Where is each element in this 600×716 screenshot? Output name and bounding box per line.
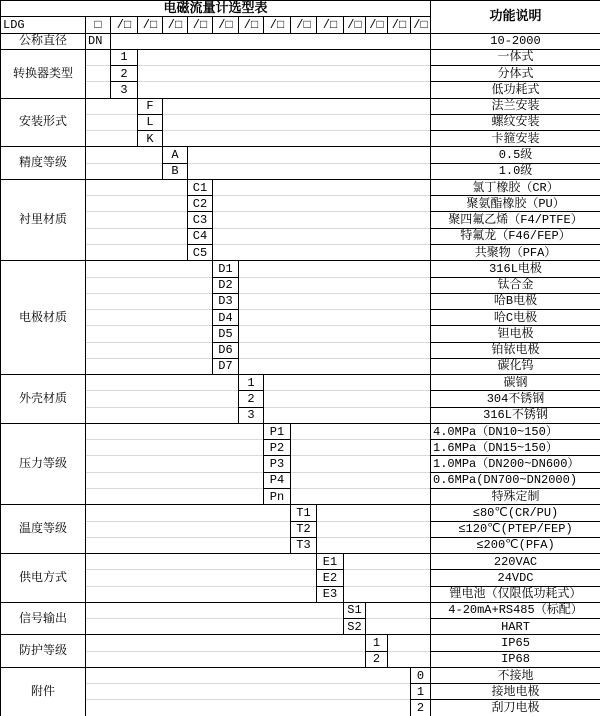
model-slot-box: /□ — [138, 17, 163, 33]
section-label: 附件 — [1, 667, 86, 716]
spacer-cell — [86, 619, 344, 635]
code-cell: B — [163, 163, 188, 179]
spacer-cell — [163, 131, 431, 147]
description-cell: 法兰安装 — [431, 98, 600, 114]
description-cell: 钽电极 — [431, 326, 600, 342]
spacer-cell — [239, 293, 431, 309]
model-slot-box: /□ — [344, 17, 366, 33]
spacer-cell — [86, 310, 213, 326]
code-cell: E1 — [317, 554, 344, 570]
description-cell: 螺纹安装 — [431, 114, 600, 130]
description-cell: 1.0级 — [431, 163, 600, 179]
code-cell: 1 — [239, 375, 264, 391]
code-cell: K — [138, 131, 163, 147]
spacer-cell — [86, 537, 291, 553]
section-label: 转换器类型 — [1, 49, 86, 98]
spacer-cell — [239, 358, 431, 374]
code-cell: 3 — [111, 82, 138, 98]
code-cell: Pn — [264, 488, 291, 504]
code-cell: D1 — [213, 261, 239, 277]
spacer-cell — [138, 66, 431, 82]
description-cell: 特殊定制 — [431, 488, 600, 504]
spacer-cell — [86, 423, 264, 439]
spacer-cell — [291, 488, 431, 504]
section-row — [1, 310, 600, 326]
spacer-cell — [86, 667, 411, 683]
spacer-cell — [86, 179, 188, 195]
section-row — [1, 228, 600, 244]
spacer-cell — [86, 244, 188, 260]
description-cell: 碳化钨 — [431, 358, 600, 374]
spacer-cell — [86, 700, 411, 716]
code-cell: F — [138, 98, 163, 114]
spacer-cell — [163, 98, 431, 114]
spacer-cell — [86, 66, 111, 82]
section-row — [1, 131, 600, 147]
model-slot-box: /□ — [411, 17, 431, 33]
model-prefix-cell: LDG — [1, 17, 86, 33]
section-row — [1, 82, 600, 98]
section-row — [1, 326, 600, 342]
code-cell: S2 — [344, 619, 366, 635]
spacer-cell — [86, 196, 188, 212]
code-cell: C2 — [188, 196, 213, 212]
section-row — [1, 66, 600, 82]
spacer-cell — [86, 358, 213, 374]
spacer-cell — [188, 163, 431, 179]
description-cell: 接地电极 — [431, 684, 600, 700]
spacer-cell — [86, 505, 291, 521]
description-cell: 4.0MPa（DN10~150） — [431, 423, 600, 439]
spacer-cell — [344, 586, 431, 602]
spacer-cell — [86, 147, 163, 163]
description-cell: 4-20mA+RS485（标配） — [431, 602, 600, 618]
spacer-cell — [239, 326, 431, 342]
spacer-cell — [86, 49, 111, 65]
section-row — [1, 163, 600, 179]
spacer-cell — [388, 635, 431, 651]
spacer-cell — [86, 391, 239, 407]
description-cell: 0.6MPa(DN700~DN2000) — [431, 472, 600, 488]
section-row — [1, 440, 600, 456]
spacer-cell — [86, 684, 411, 700]
code-cell: 1 — [111, 49, 138, 65]
section-label: 信号输出 — [1, 602, 86, 635]
description-cell: 10-2000 — [431, 33, 600, 49]
description-cell: 氯丁橡胶（CR） — [431, 179, 600, 195]
description-cell: IP68 — [431, 651, 600, 667]
model-slot-box: /□ — [163, 17, 188, 33]
section-row — [1, 114, 600, 130]
description-cell: ≤120℃(PTEP/FEP) — [431, 521, 600, 537]
section-row — [1, 602, 600, 618]
spacer-cell — [239, 277, 431, 293]
spacer-cell — [86, 131, 138, 147]
code-cell: C1 — [188, 179, 213, 195]
spacer-cell — [86, 342, 213, 358]
section-row — [1, 293, 600, 309]
section-row — [1, 179, 600, 195]
section-row — [1, 667, 600, 683]
description-cell: 220VAC — [431, 554, 600, 570]
spacer-cell — [86, 261, 213, 277]
section-row — [1, 619, 600, 635]
spacer-cell — [86, 472, 264, 488]
spacer-cell — [264, 391, 431, 407]
section-row — [1, 635, 600, 651]
model-slot-box: /□ — [264, 17, 291, 33]
code-cell: T3 — [291, 537, 317, 553]
spacer-cell — [291, 440, 431, 456]
code-cell: L — [138, 114, 163, 130]
spacer-cell — [213, 196, 431, 212]
description-cell: 聚氨酯橡胶（PU） — [431, 196, 600, 212]
code-cell: C3 — [188, 212, 213, 228]
spacer-cell — [86, 554, 317, 570]
code-cell: D5 — [213, 326, 239, 342]
spacer-cell — [86, 651, 366, 667]
spacer-cell — [86, 82, 111, 98]
description-cell: 锂电池（仅限低功耗式） — [431, 586, 600, 602]
spacer-cell — [86, 586, 317, 602]
model-slot-box: /□ — [366, 17, 388, 33]
section-row — [1, 375, 600, 391]
spacer-cell — [111, 33, 431, 49]
code-cell: 1 — [411, 684, 431, 700]
model-slot-box: /□ — [188, 17, 213, 33]
section-row — [1, 358, 600, 374]
section-row — [1, 700, 600, 716]
section-row — [1, 196, 600, 212]
spacer-cell — [86, 440, 264, 456]
spacer-cell — [86, 277, 213, 293]
code-cell: P2 — [264, 440, 291, 456]
spacer-cell — [86, 570, 317, 586]
code-cell: P4 — [264, 472, 291, 488]
code-cell: D3 — [213, 293, 239, 309]
section-row — [1, 244, 600, 260]
model-slot-box: /□ — [291, 17, 317, 33]
section-row — [1, 570, 600, 586]
description-cell: 聚四氟乙烯（F4/PTFE） — [431, 212, 600, 228]
section-label: 温度等级 — [1, 505, 86, 554]
section-row — [1, 554, 600, 570]
section-row — [1, 505, 600, 521]
spacer-cell — [291, 472, 431, 488]
description-cell: 低功耗式 — [431, 82, 600, 98]
code-cell: 2 — [411, 700, 431, 716]
code-cell: DN — [86, 33, 111, 49]
code-cell: D2 — [213, 277, 239, 293]
section-row — [1, 33, 600, 49]
spacer-cell — [317, 537, 431, 553]
spacer-cell — [86, 602, 344, 618]
spacer-cell — [86, 293, 213, 309]
spacer-cell — [213, 212, 431, 228]
model-slot-box: □ — [86, 17, 111, 33]
code-cell: P1 — [264, 423, 291, 439]
spacer-cell — [86, 521, 291, 537]
spacer-cell — [239, 261, 431, 277]
description-cell: 0.5级 — [431, 147, 600, 163]
spacer-cell — [388, 651, 431, 667]
spacer-cell — [86, 407, 239, 423]
section-label: 公称直径 — [1, 33, 86, 49]
code-cell: T1 — [291, 505, 317, 521]
description-cell: ≤80℃(CR/PU) — [431, 505, 600, 521]
section-label: 防护等级 — [1, 635, 86, 668]
spacer-cell — [264, 407, 431, 423]
spacer-cell — [366, 619, 431, 635]
section-row — [1, 261, 600, 277]
section-row — [1, 651, 600, 667]
code-cell: 2 — [239, 391, 264, 407]
title-row — [1, 1, 600, 17]
spacer-cell — [138, 82, 431, 98]
section-row — [1, 684, 600, 700]
section-row — [1, 456, 600, 472]
section-row — [1, 49, 600, 65]
spacer-cell — [163, 114, 431, 130]
model-slot-box: /□ — [388, 17, 411, 33]
spacer-cell — [239, 342, 431, 358]
table-title: 电磁流量计选型表 — [1, 1, 431, 17]
spacer-cell — [86, 456, 264, 472]
spacer-cell — [291, 423, 431, 439]
code-cell: 2 — [366, 651, 388, 667]
section-label: 精度等级 — [1, 147, 86, 180]
section-label: 衬里材质 — [1, 179, 86, 260]
section-label: 电极材质 — [1, 261, 86, 375]
description-cell: 铂铱电极 — [431, 342, 600, 358]
section-row — [1, 147, 600, 163]
code-cell: 1 — [366, 635, 388, 651]
section-row — [1, 488, 600, 504]
code-cell: D6 — [213, 342, 239, 358]
spacer-cell — [86, 98, 138, 114]
section-row — [1, 537, 600, 553]
spacer-cell — [86, 326, 213, 342]
spacer-cell — [86, 163, 163, 179]
description-cell: HART — [431, 619, 600, 635]
spacer-cell — [291, 456, 431, 472]
spacer-cell — [317, 505, 431, 521]
code-cell: P3 — [264, 456, 291, 472]
section-row — [1, 423, 600, 439]
description-cell: 1.0MPa（DN200~DN600） — [431, 456, 600, 472]
spacer-cell — [138, 49, 431, 65]
spacer-cell — [366, 602, 431, 618]
spacer-cell — [213, 244, 431, 260]
section-row — [1, 98, 600, 114]
description-cell: 哈B电极 — [431, 293, 600, 309]
code-cell: 0 — [411, 667, 431, 683]
description-cell: 分体式 — [431, 66, 600, 82]
description-cell: 钛合金 — [431, 277, 600, 293]
code-cell: C5 — [188, 244, 213, 260]
spacer-cell — [344, 570, 431, 586]
code-cell: D4 — [213, 310, 239, 326]
model-slot-box: /□ — [213, 17, 239, 33]
section-label: 压力等级 — [1, 423, 86, 504]
section-label: 外壳材质 — [1, 375, 86, 424]
spacer-cell — [86, 635, 366, 651]
section-row — [1, 586, 600, 602]
spacer-cell — [86, 228, 188, 244]
model-slot-box: /□ — [111, 17, 138, 33]
code-cell: S1 — [344, 602, 366, 618]
spacer-cell — [344, 554, 431, 570]
description-cell: 刮刀电极 — [431, 700, 600, 716]
spacer-cell — [317, 521, 431, 537]
description-cell: 304不锈钢 — [431, 391, 600, 407]
description-cell: 碳钢 — [431, 375, 600, 391]
section-row — [1, 212, 600, 228]
description-cell: 共聚物（PFA） — [431, 244, 600, 260]
code-cell: E3 — [317, 586, 344, 602]
code-cell: 3 — [239, 407, 264, 423]
spacer-cell — [86, 114, 138, 130]
description-cell: 哈C电极 — [431, 310, 600, 326]
spacer-cell — [86, 212, 188, 228]
description-cell: 不接地 — [431, 667, 600, 683]
spacer-cell — [264, 375, 431, 391]
code-cell: D7 — [213, 358, 239, 374]
code-cell: 2 — [111, 66, 138, 82]
spacer-cell — [86, 375, 239, 391]
code-cell: E2 — [317, 570, 344, 586]
code-cell: A — [163, 147, 188, 163]
spacer-cell — [213, 179, 431, 195]
model-slot-box: /□ — [239, 17, 264, 33]
section-row — [1, 472, 600, 488]
section-row — [1, 407, 600, 423]
spacer-cell — [239, 310, 431, 326]
description-cell: 316L电极 — [431, 261, 600, 277]
spacer-cell — [188, 147, 431, 163]
description-cell: IP65 — [431, 635, 600, 651]
section-label: 供电方式 — [1, 554, 86, 603]
section-row — [1, 391, 600, 407]
description-cell: 1.6MPa（DN15~150） — [431, 440, 600, 456]
description-cell: ≤200℃(PFA) — [431, 537, 600, 553]
spacer-cell — [213, 228, 431, 244]
section-label: 安装形式 — [1, 98, 86, 147]
description-cell: 卡箍安装 — [431, 131, 600, 147]
description-cell: 一体式 — [431, 49, 600, 65]
code-cell: T2 — [291, 521, 317, 537]
model-slot-box: /□ — [317, 17, 344, 33]
section-row — [1, 342, 600, 358]
section-row — [1, 277, 600, 293]
description-cell: 特氟龙（F46/FEP） — [431, 228, 600, 244]
section-row — [1, 521, 600, 537]
description-cell: 316L不锈钢 — [431, 407, 600, 423]
code-cell: C4 — [188, 228, 213, 244]
spacer-cell — [86, 488, 264, 504]
function-column-header: 功能说明 — [431, 1, 600, 34]
description-cell: 24VDC — [431, 570, 600, 586]
